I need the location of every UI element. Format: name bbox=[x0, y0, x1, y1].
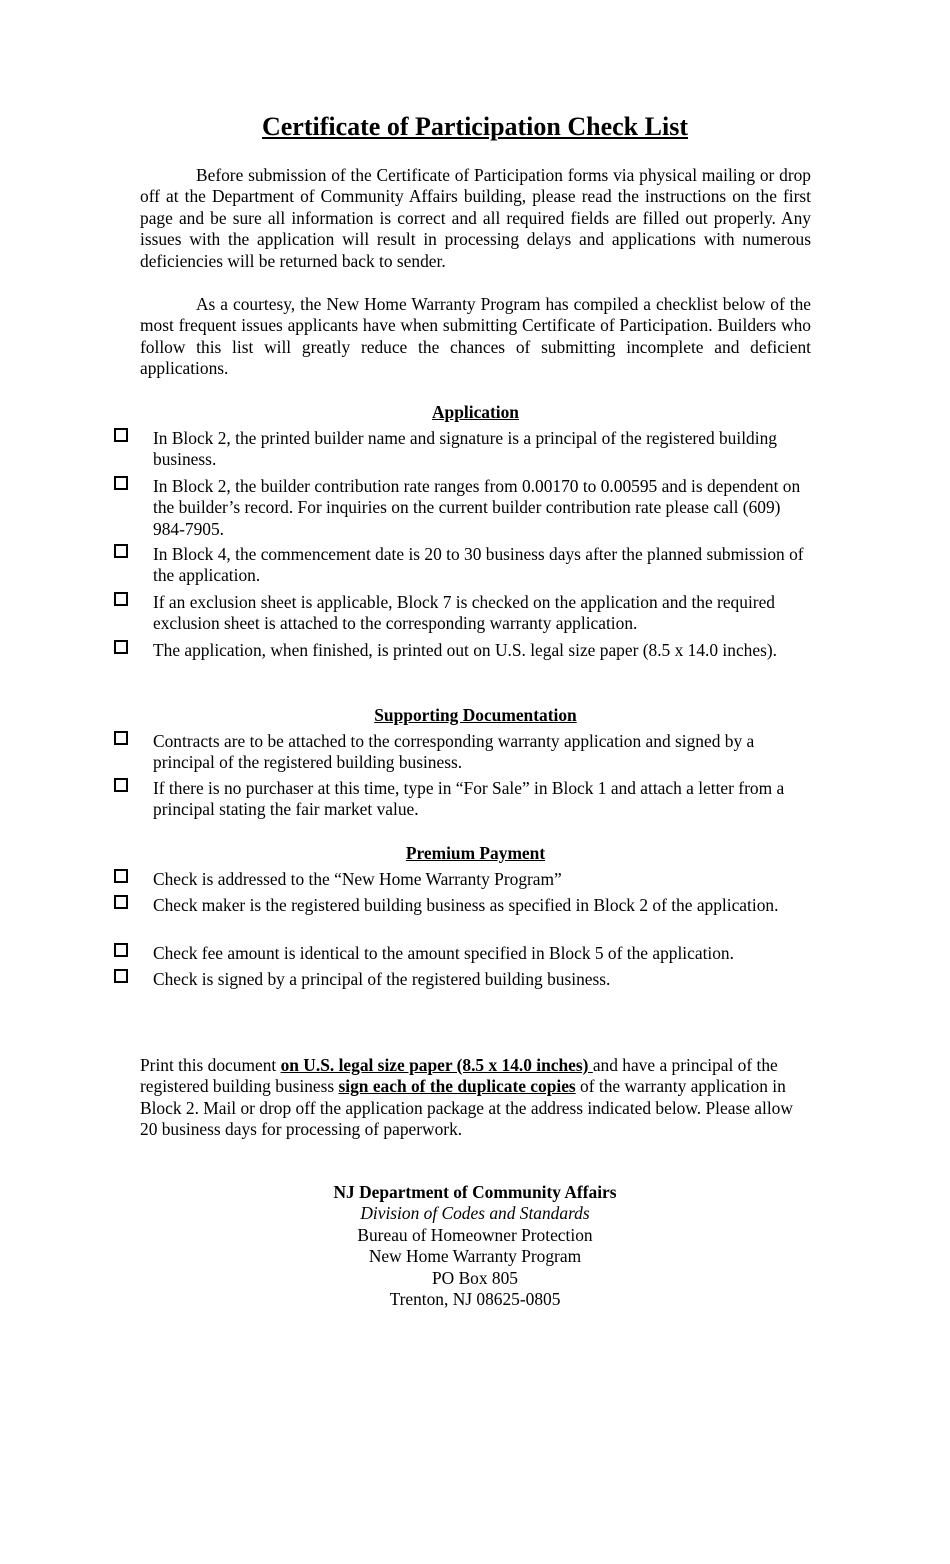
legal-paper-emphasis: on U.S. legal size paper (8.5 x 14.0 inches) bbox=[280, 1055, 593, 1075]
checkbox[interactable] bbox=[114, 428, 128, 442]
checkbox[interactable] bbox=[114, 476, 128, 490]
checklist-item-text: If an exclusion sheet is applicable, Block 7 is checked on the application and the required exclusion sheet is attached to the corresponding warranty application. bbox=[153, 592, 775, 634]
section-heading-premium-payment: Premium Payment bbox=[405, 843, 546, 863]
address-po-box: PO Box 805 bbox=[431, 1267, 518, 1288]
checkbox[interactable] bbox=[114, 778, 128, 792]
checkbox[interactable] bbox=[114, 869, 128, 883]
mailing-address bbox=[0, 1182, 950, 1310]
checklist-item-text: In Block 4, the commencement date is 20 to 30 business days after the planned submission of the application. bbox=[153, 544, 804, 586]
checkbox[interactable] bbox=[114, 731, 128, 745]
section-heading-supporting-documentation: Supporting Documentation bbox=[374, 705, 577, 725]
checkbox[interactable] bbox=[114, 943, 128, 957]
address-program: New Home Warranty Program bbox=[368, 1246, 582, 1267]
print-instructions-text: and have a principal of the registered building business bbox=[140, 1055, 778, 1097]
checklist-item-text: In Block 2, the printed builder name and signature is a principal of the registered building business. bbox=[153, 428, 777, 470]
checklist-item-text: Check fee amount is identical to the amount specified in Block 5 of the application. bbox=[153, 943, 734, 963]
intro-paragraph-2: As a courtesy, the New Home Warranty Program has compiled a checklist below of the most frequent issues applicants have when submitting Certificate of Participation. Builders who follow this list will greatly reduce the chances of submitting incomplete and deficient applications. bbox=[140, 294, 811, 379]
checkbox[interactable] bbox=[114, 969, 128, 983]
print-instructions bbox=[140, 1055, 811, 1141]
checklist-item-text: Contracts are to be attached to the corresponding warranty application and signed by a principal of the registered building business. bbox=[153, 731, 755, 773]
address-department: NJ Department of Community Affairs bbox=[333, 1182, 617, 1202]
print-instructions-text: Print this document bbox=[140, 1055, 281, 1075]
checkbox[interactable] bbox=[114, 544, 128, 558]
checklist-item-text: Check maker is the registered building business as specified in Block 2 of the application. bbox=[153, 895, 779, 915]
section-heading-application: Application bbox=[432, 402, 519, 422]
checklist-item-text: Check is signed by a principal of the registered building business. bbox=[153, 969, 611, 989]
sign-copies-emphasis: sign each of the duplicate copies bbox=[338, 1076, 576, 1097]
checkbox[interactable] bbox=[114, 592, 128, 606]
checklist-item-text: Check is addressed to the “New Home Warranty Program” bbox=[153, 869, 562, 889]
print-instructions-text: of the warranty application in Block 2. Mail or drop off the application package at the address indicated below. Please allow 20 business days for processing of paperwork. bbox=[140, 1076, 793, 1140]
intro-paragraph-1: Before submission of the Certificate of Participation forms via physical mailing or drop off at the Department of Community Affairs building, please read the instructions on the first page and be sure all information is correct and all required fields are filled out properly. Any issues with the application will result in processing delays and applications with numerous deficiencies will be returned back to sender. bbox=[140, 165, 811, 271]
checklist-item-text: If there is no purchaser at this time, type in “For Sale” in Block 1 and attach a letter from a principal stating the fair market value. bbox=[153, 778, 785, 820]
page-title: Certificate of Participation Check List bbox=[261, 112, 688, 141]
checkbox[interactable] bbox=[114, 640, 128, 654]
checklist-item-text: The application, when finished, is printed out on U.S. legal size paper (8.5 x 14.0 inches). bbox=[153, 640, 777, 660]
address-division: Division of Codes and Standards bbox=[360, 1203, 590, 1224]
checkbox[interactable] bbox=[114, 895, 128, 909]
address-city: Trenton, NJ 08625-0805 bbox=[389, 1289, 561, 1310]
checklist-item-text: In Block 2, the builder contribution rate ranges from 0.00170 to 0.00595 and is dependent on the builder’s record. For inquiries on the current builder contribution rate please call (609) 984-7905. bbox=[153, 476, 801, 539]
address-bureau: Bureau of Homeowner Protection bbox=[357, 1224, 593, 1245]
